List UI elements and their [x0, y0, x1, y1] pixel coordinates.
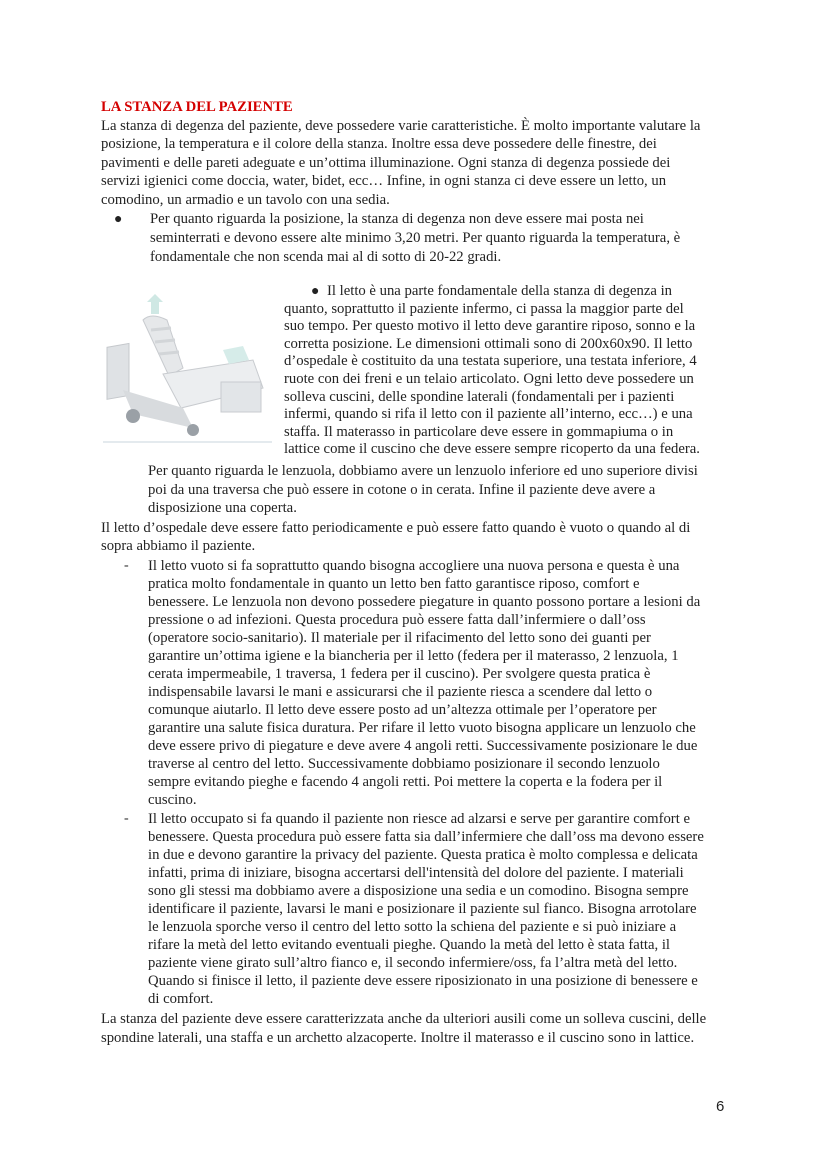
- text-line: in due e devono garantire la privacy del paziente. Questa pratica è molto complessa e delicata: [148, 847, 698, 863]
- bullet-marker: ●: [311, 284, 320, 299]
- text-line: ruote con dei freni e un telaio articolato. Ogni letto deve possedere un: [284, 370, 694, 387]
- text-line: Per quanto riguarda le lenzuola, dobbiamo avere un lenzuolo inferiore ed uno superiore divisi: [148, 463, 698, 479]
- page-number: 6: [716, 1098, 725, 1115]
- text-line: disposizione una coperta.: [148, 500, 297, 516]
- text-line: traverse al centro del letto. Successivamente dobbiamo posizionare il secondo lenzuolo: [148, 756, 660, 772]
- text-line: garantire una salute fisica duratura. Per rifare il letto vuoto bisogna applicare un lenzuolo che: [148, 720, 696, 736]
- text-line: spondine laterali, una staffa e un archetto alzacoperte. Inoltre il materasso e il cuscino sono in lattice.: [101, 1030, 695, 1046]
- text-line: indispensabile lavarsi le mani e assicurarsi che il paziente riesca a scendere dal letto o: [148, 684, 653, 700]
- sheets-paragraph: [148, 462, 698, 518]
- text-line: La stanza di degenza del paziente, deve possedere varie caratteristiche. È molto importante valutare la: [101, 118, 701, 134]
- text-line: d’ospedale è costituito da una testata superiore, una testata inferiore, 4: [284, 353, 697, 370]
- text-line: rifare la metà del letto evitando eventuali pieghe. Quando la metà del letto è stata fatta, il: [148, 937, 671, 953]
- text-line: suo tempo. Per questo motivo il letto deve garantire riposo, sonno e la: [284, 318, 696, 335]
- text-line: comunque aiutarlo. Il letto deve essere posto ad un’altezza ottimale per l’operatore per: [148, 702, 657, 718]
- text-line: (operatore socio-sanitario). Il materiale per il rifacimento del letto sono dei guanti per: [148, 630, 651, 646]
- bullet-item-position: [150, 210, 680, 267]
- text-line: posizione, la temperatura e il colore della stanza. Inoltre essa deve possedere delle finestre, dei: [101, 136, 657, 153]
- empty-bed-item: [148, 557, 700, 809]
- text-line: fondamentale che non scenda mai al di sotto di 20-22 gradi.: [150, 249, 502, 265]
- bullet-marker: ●: [114, 212, 123, 227]
- closing-paragraph: [101, 1010, 706, 1048]
- occupied-bed-item: [148, 810, 704, 1008]
- text-line: servizi igienici come doccia, water, bidet, ecc… Infine, in ogni stanza ci deve essere un letto, un: [101, 173, 667, 190]
- text-line: Per quanto riguarda la posizione, la stanza di degenza non deve essere mai posta nei: [150, 211, 644, 227]
- text-line: pressione o ad infezioni. Questa procedura può essere fatta dall’infermiere o dall’oss: [148, 612, 646, 628]
- text-line: deve essere privo di piegature e deve avere 4 angoli retti. Successivamente posizionare le due: [148, 738, 698, 754]
- dash-marker: -: [124, 811, 129, 826]
- hospital-bed-image: [103, 290, 272, 443]
- text-line: cerata impermeabile, 1 traversa, 1 federa per il cuscino). Per svolgere questa pratica è: [148, 666, 651, 682]
- text-line: lattice come il cuscino che deve essere sempre ricoperto da una federa.: [284, 441, 700, 458]
- text-line: pratica molto fondamentale in quanto un letto ben fatto garantisce riposo, comfort e: [148, 576, 640, 592]
- text-line: La stanza del paziente deve essere caratterizzata anche da ulteriori ausili come un solleva cuscini, delle: [101, 1011, 707, 1027]
- text-line: paziente viene girato sull’altro fianco e, il secondo infermiere/oss, fa l’altra metà del letto.: [148, 955, 678, 971]
- text-line: cuscino.: [148, 792, 197, 808]
- text-line: infatti, prima di iniziare, bisogna accertarsi dell'intensità del dolore del paziente. I materiali: [148, 865, 684, 881]
- text-line: corretta posizione. Le dimensioni ottimali sono di 200x60x90. Il letto: [284, 335, 693, 352]
- text-line: solleva cuscini, delle spondine laterali (fondamentali per i pazienti: [284, 388, 675, 405]
- text-line: sopra abbiamo il paziente.: [101, 538, 256, 555]
- text-line: Il letto occupato si fa quando il paziente non riesce ad alzarsi e serve per garantire comfort e: [148, 811, 690, 827]
- text-line: Quando si finisce il letto, il paziente deve essere riposizionato in una posizione di benessere e: [148, 973, 698, 989]
- text-line: sono gli stessi ma dobbiamo avere a disposizione una sedia e un comodino. Bisogna sempre: [148, 883, 689, 899]
- text-line: benessere. Questa procedura può essere fatta sia dall’infermiere che dall’oss ma devono essere: [148, 829, 704, 845]
- text-line: seminterrati e devono essere alte minimo 3,20 metri. Per quanto riguarda la temperatura, è: [150, 230, 681, 246]
- text-line: staffa. Il materasso in particolare deve essere in gommapiuma o in: [284, 423, 674, 440]
- text-line: di comfort.: [148, 991, 214, 1007]
- text-line: sempre evitando pieghe e facendo 4 angoli retti. Poi mettere la coperta e la fodera per il: [148, 774, 663, 790]
- intro-paragraph: [101, 117, 700, 209]
- text-line: garantire un’ottima igiene e la biancheria per il letto (federa per il materasso, 2 lenzuola, 1: [148, 648, 679, 664]
- text-line: quanto, soprattutto il paziente infermo, ci passa la maggior parte del: [284, 300, 684, 317]
- text-line: pavimenti e delle pareti adeguate e un’ottima illuminazione. Ogni stanza di degenza possiede dei: [101, 154, 671, 171]
- text-line: Il letto è una parte fondamentale della stanza di degenza in: [327, 283, 672, 299]
- text-line: Il letto d’ospedale deve essere fatto periodicamente e può essere fatto quando è vuoto o quando al di: [101, 520, 691, 536]
- dash-marker: -: [124, 558, 129, 573]
- bullet-item-bed: [284, 283, 700, 459]
- section-title: LA STANZA DEL PAZIENTE: [101, 99, 293, 115]
- text-line: identificare il paziente, lavarsi le mani e posizionare il paziente sul fianco. Bisogna arrotolare: [148, 901, 697, 917]
- text-line: benessere. Le lenzuola non devono possedere piegature in quanto possono portare a lesioni da: [148, 594, 701, 610]
- text-line: Il letto vuoto si fa soprattutto quando bisogna accogliere una nuova persona e questa è una: [148, 558, 680, 574]
- hospital-bed-paragraph: [101, 519, 690, 556]
- text-line: poi da una traversa che può essere in cotone o in cerata. Infine il paziente deve avere a: [148, 481, 656, 498]
- text-line: comodino, un armadio e un tavolo con una sedia.: [101, 191, 390, 208]
- text-line: infermi, quando si rifa il letto con il paziente all’interno, ecc…) e una: [284, 406, 693, 423]
- text-line: le lenzuola sporche verso il centro del letto sotto la schiena del paziente e si può iniziare a: [148, 919, 677, 935]
